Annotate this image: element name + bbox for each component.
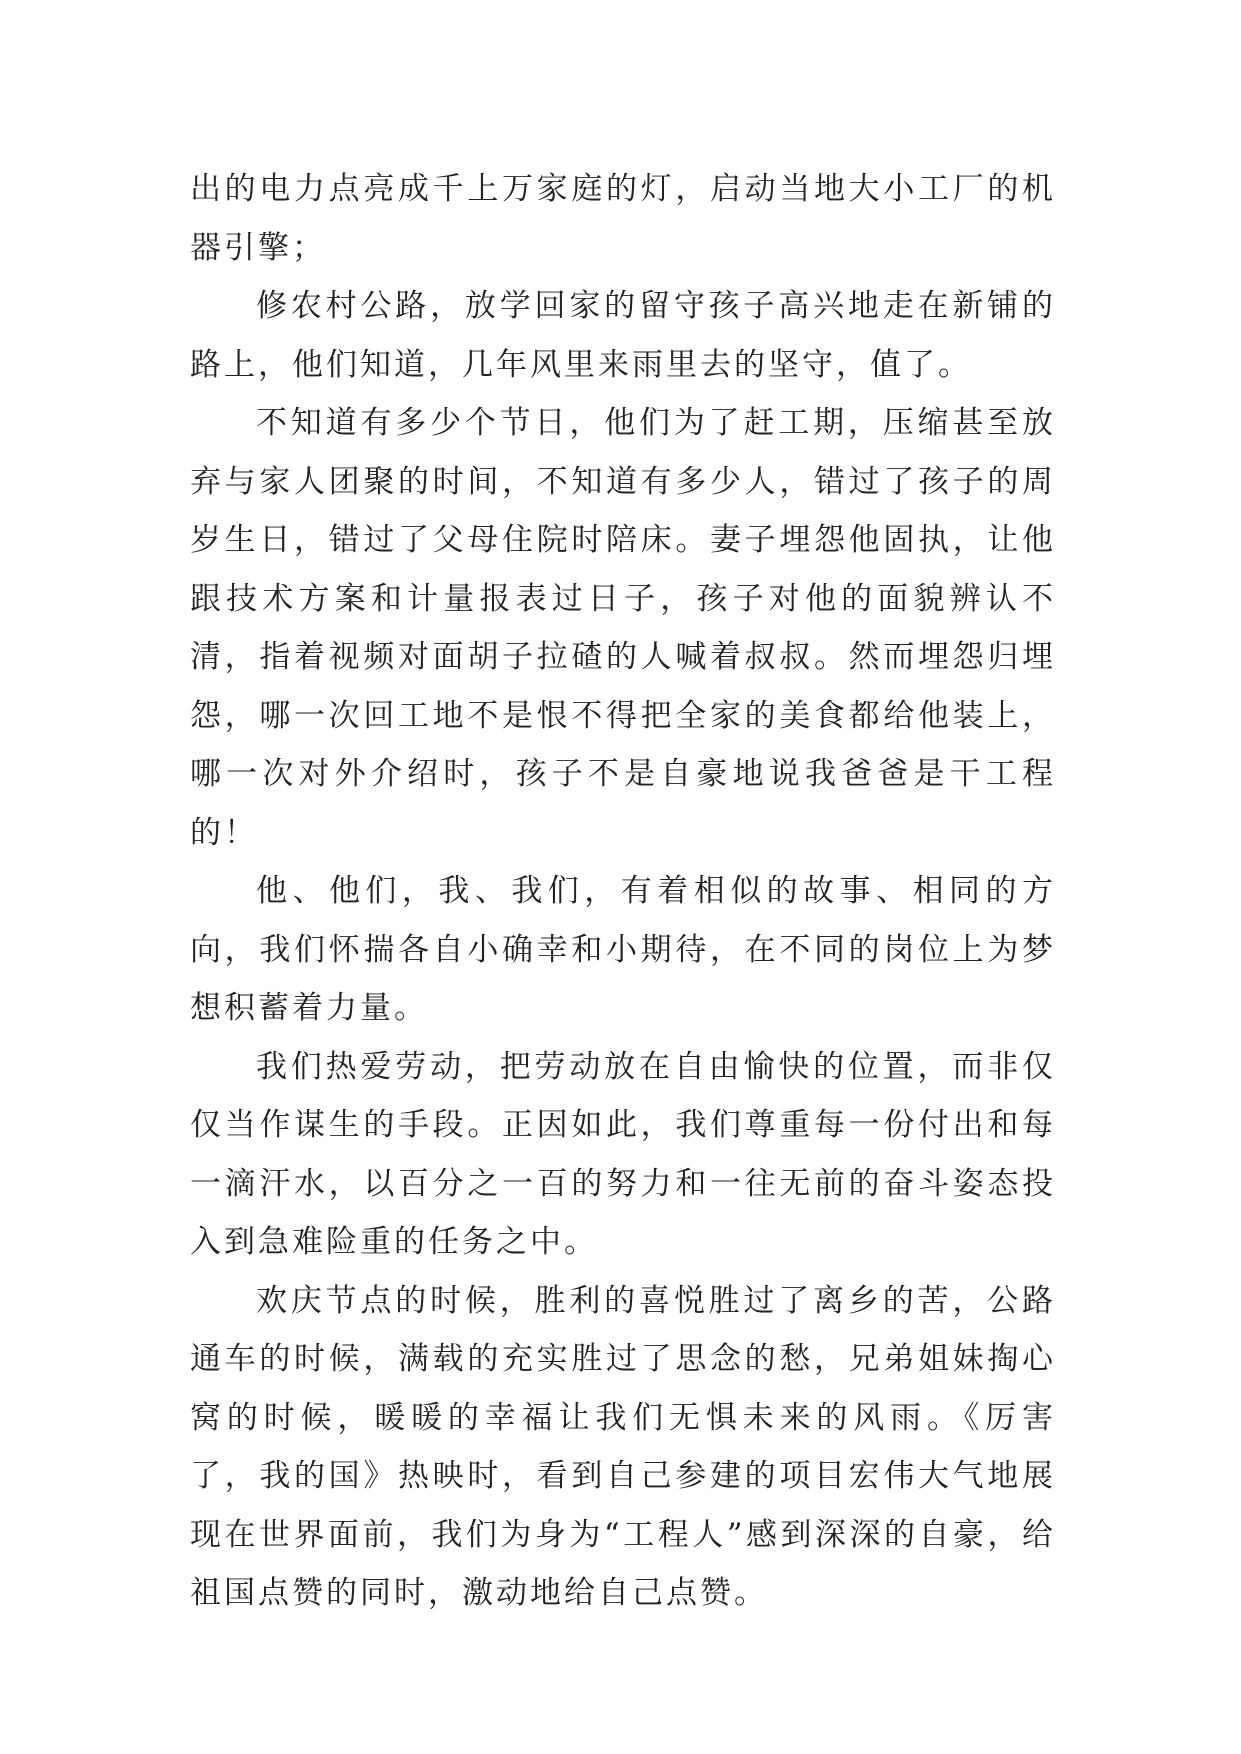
paragraph-2: 修农村公路，放学回家的留守孩子高兴地走在新铺的路上，他们知道，几年风里来雨里去的坚守，值了。	[190, 288, 1056, 383]
paragraph-1: 出的电力点亮成千上万家庭的灯，启动当地大小工厂的机器引擎；	[190, 171, 1056, 266]
paragraph-5: 我们热爱劳动，把劳动放在自由愉快的位置，而非仅仅当作谋生的手段。正因如此，我们尊重每一份付出和每一滴汗水，以百分之一百的努力和一往无前的奋斗姿态投入到急难险重的任务之中。	[190, 1048, 1056, 1260]
paragraph-6: 欢庆节点的时候，胜利的喜悦胜过了离乡的苦，公路通车的时候，满载的充实胜过了思念的愁，兄弟姐妹掏心窝的时候，暖暖的幸福让我们无惧未来的风雨。《厉害了，我的国》热映时，看到自己参建的项目宏伟大气地展现在世界面前，我们为身为“工程人”感到深深的自豪，给祖国点赞的同时，激动地给自己点赞。	[190, 1282, 1056, 1611]
document-body	[190, 160, 1056, 1623]
paragraph-4: 他、他们，我、我们，有着相似的故事、相同的方向，我们怀揣各自小确幸和小期待，在不同的岗位上为梦想积蓄着力量。	[190, 873, 1056, 1026]
paragraph-3: 不知道有多少个节日，他们为了赶工期，压缩甚至放弃与家人团聚的时间，不知道有多少人，错过了孩子的周岁生日，错过了父母住院时陪床。妻子埋怨他固执，让他跟技术方案和计量报表过日子，孩子对他的面貌辨认不清，指着视频对面胡子拉碴的人喊着叔叔。然而埋怨归埋怨，哪一次回工地不是恨不得把全家的美食都给他装上，哪一次对外介绍时，孩子不是自豪地说我爸爸是干工程的！	[190, 405, 1056, 851]
